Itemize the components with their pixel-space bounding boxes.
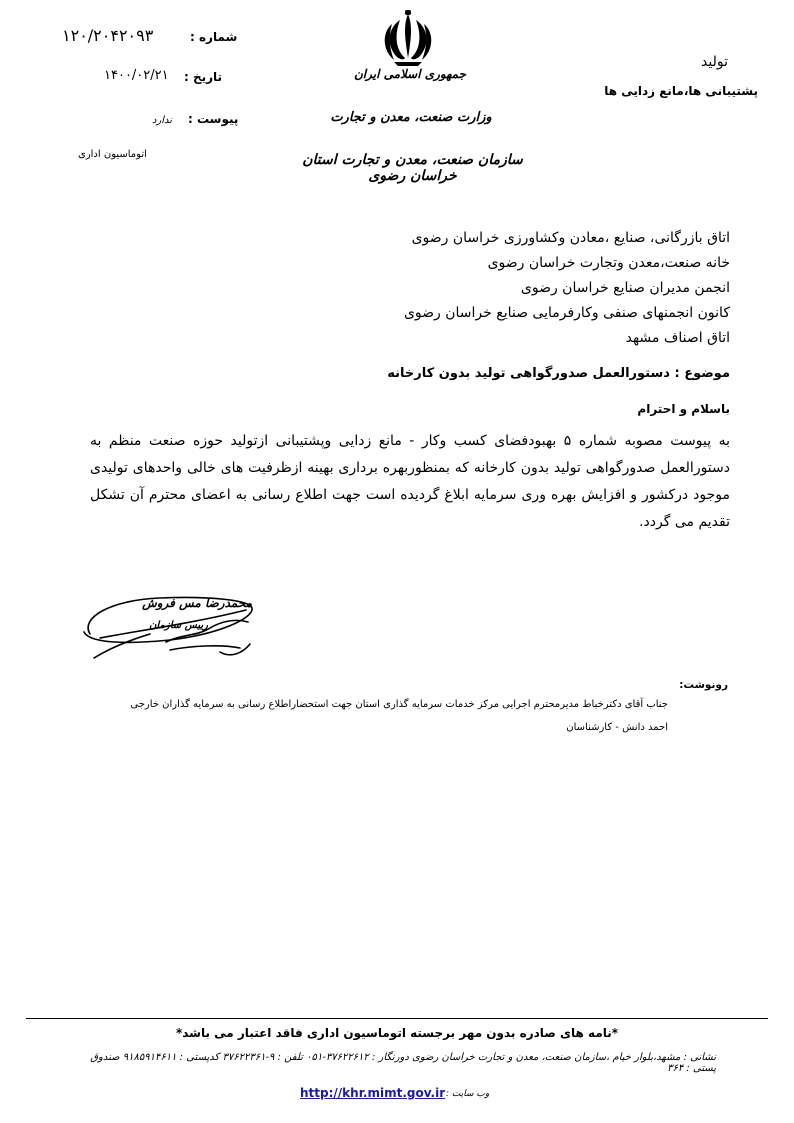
organization-name: سازمان صنعت، معدن و تجارت استان خراسان رضوی <box>302 152 523 184</box>
attachment-value: ندارد <box>152 115 173 126</box>
letter-subject: موضوع : دستورالعمل صدورگواهی تولید بدون کارخانه <box>387 366 730 381</box>
website-label: وب سایت : <box>446 1089 490 1099</box>
signer-title: رییس سازمان <box>149 620 208 631</box>
number-value: ۱۲۰/۲۰۴۲۰۹۳ <box>62 26 154 45</box>
ministry-name: وزارت صنعت، معدن و تجارت <box>330 110 492 125</box>
cc-item: احمد دانش - کارشناسان <box>566 722 668 733</box>
iran-emblem-icon <box>378 10 438 68</box>
date-label: تاریخ : <box>184 70 223 84</box>
greeting: باسلام و احترام <box>637 402 730 416</box>
footer-validity-note: *نامه های صادره بدون مهر برجسته اتوماسیون اداری فاقد اعتبار می باشد* <box>175 1026 619 1040</box>
dept-subtitle: پشتیبانی ها،مانع زدایی ها <box>604 84 758 98</box>
recipients-list <box>230 226 730 351</box>
cc-item: جناب آقای دکترخباط مدیرمحترم اجرایی مرکز خدمات سرمایه گذاری استان جهت استحضاراطلاع رسانی به سرمایه گذاران خارجی <box>130 699 668 710</box>
number-label: شماره : <box>190 30 238 44</box>
cc-label: رونوشت: <box>679 679 728 691</box>
recipient-item: کانون انجمنهای صنفی وکارفرمایی صنایع خراسان رضوی <box>403 305 730 321</box>
dept-title: تولید <box>701 54 728 70</box>
date-value: ۱۴۰۰/۰۲/۲۱ <box>104 68 169 83</box>
footer-address: نشانی : مشهد،بلوار خیام ،سازمان صنعت، معدن و تجارت خراسان رضوی دورنگار : ۳۷۶۲۲۶۱۲-۰۵۱ تلفن : ۹-۳۷۶۲۲۳۶۱ کدپستی : ۹۱۸۵۹۱۴۶۱۱ صندوق پستی : ۳۶۴ <box>90 1052 716 1074</box>
recipient-item: اتاق بازرگانی، صنایع ،معادن وکشاورزی خراسان رضوی <box>411 230 730 246</box>
recipient-item: اتاق اصناف مشهد <box>625 330 730 346</box>
letter-body: به پیوست مصوبه شماره ۵ بهبودفضای کسب وکار - مانع زدایی وپشتیبانی ازتولید حوزه صنعت منظم به دستورالعمل صدورگواهی تولید بدون کارخانه که بمنظوربهره برداری بهینه ازظرفیت های خالی واحدهای تولیدی موجود درکشور و افزایش بهره وری سرمایه ابلاغ گردیده است جهت اطلاع رسانی به اعضای محترم آن تشکل تقدیم می گردد. <box>90 433 730 530</box>
signer-name: محمدرضا مس فروش <box>142 596 252 610</box>
recipient-item: انجمن مدیران صنایع خراسان رضوی <box>520 280 730 296</box>
recipient-item: خانه صنعت،معدن وتجارت خراسان رضوی <box>487 255 730 271</box>
system-note: اتوماسیون اداری <box>78 149 147 160</box>
website-link[interactable]: http://khr.mimt.gov.ir <box>300 1086 446 1100</box>
footer-divider <box>26 1018 768 1019</box>
republic-name: جمهوری اسلامی ایران <box>353 67 467 81</box>
attachment-label: پیوست : <box>188 112 239 126</box>
